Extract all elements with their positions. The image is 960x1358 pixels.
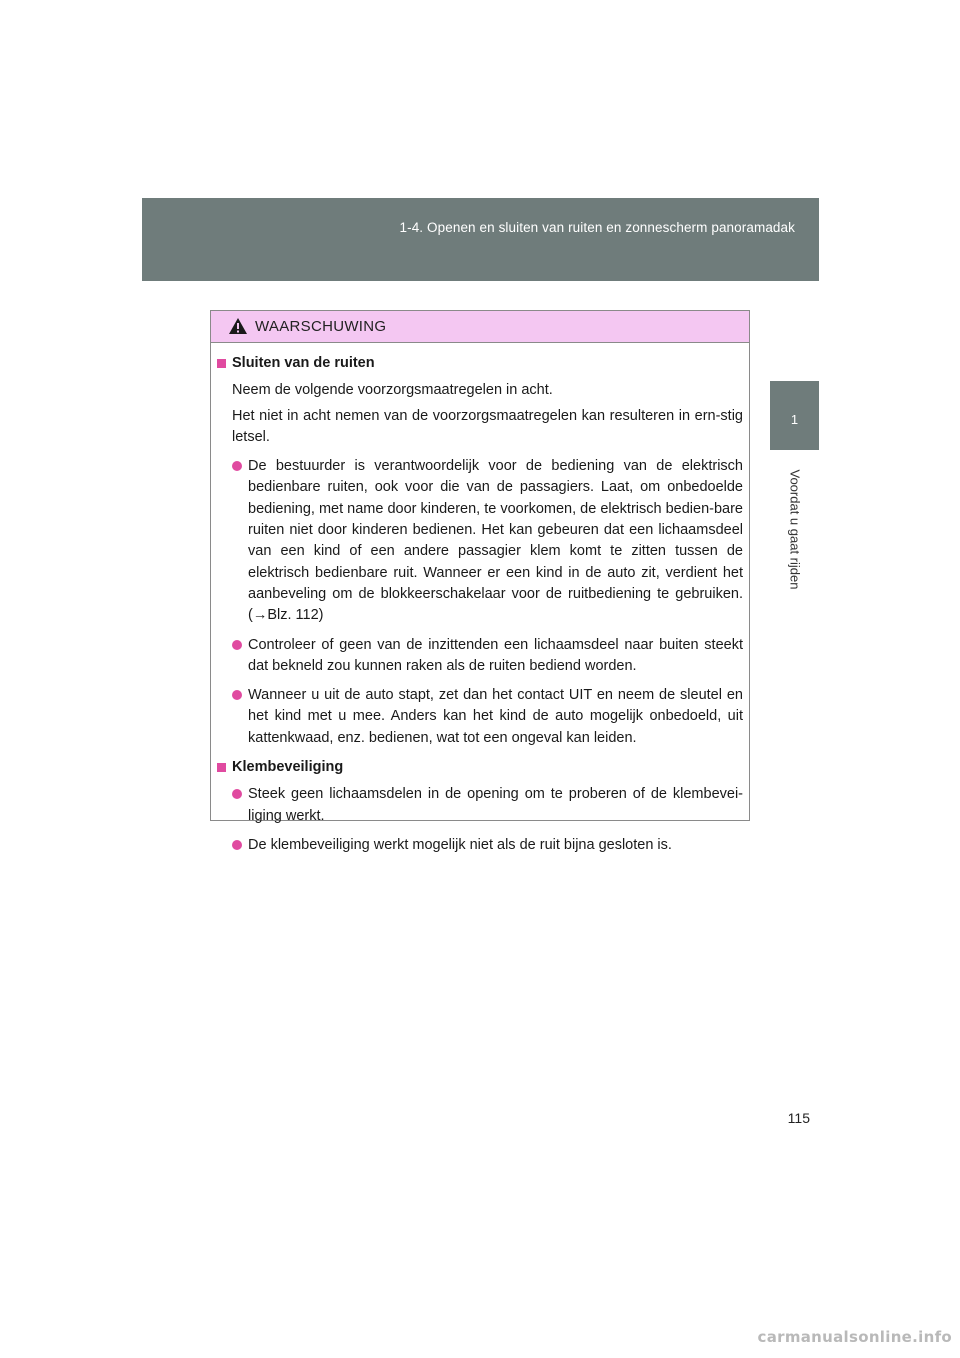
chapter-side-title [785,462,805,602]
intro-line-2: Het niet in acht nemen van de voorzorgsmaatregelen kan resulteren in ern-stig letsel. [232,407,743,445]
square-bullet-icon [217,763,226,772]
round-bullet-icon [232,840,242,850]
watermark-logo[interactable]: carmanualsonline.info [757,1328,952,1346]
section-heading-pinch-protection: Klembeveiliging [216,757,743,778]
intro-line-1: Neem de volgende voorzorgsmaatregelen in acht. [232,382,553,399]
square-bullet-icon [217,359,226,368]
section-heading-closing-windows: Sluiten van de ruiten [216,353,743,374]
chapter-header-band [142,198,819,281]
round-bullet-icon [232,640,242,650]
warning-header [211,311,749,343]
round-bullet-icon [232,789,242,799]
chapter-number: 1 [790,412,799,427]
round-bullet-icon [232,461,242,471]
list-item: De bestuurder is verantwoordelijk voor de bediening van de elektrisch bedienbare ruiten, ook voor die van de passagiers. Laat, om onbedoelde bediening, met name door kinderen, te voorkomen, de elektrisch bedien-bare ruiten niet door kinderen bedienen. Het kan gebeuren dat een lichaamsdeel van een kind of een andere passagier klem komt te zitten tussen de elektrisch bedienbare ruit. Wanneer er een kind in de auto zit, verdient het aanbeveling om de blokkeerschakelaar voor de ruitbediening te gebruiken. (→Blz. 112) [232,456,743,626]
list-item: Steek geen lichaamsdelen in de opening om te proberen of de klembevei-liging werkt. [232,784,743,827]
list-item: Wanneer u uit de auto stapt, zet dan het contact UIT en neem de sleutel en het kind met u mee. Anders kan het kind de auto mogelijk onbedoeld, uit kattenkwaad, enz. bedienen, wat tot een ongeval kan leiden. [232,685,743,749]
warning-triangle-icon [228,317,248,335]
page-number: 115 [787,1110,810,1126]
list-item: De klembeveiliging werkt mogelijk niet als de ruit bijna gesloten is. [232,835,743,856]
chapter-header-title: 1-4. Openen en sluiten van ruiten en zonnescherm panoramadak [399,220,795,235]
warning-title: WAARSCHUWING [255,318,387,335]
warning-body [211,343,749,856]
chapter-side-tab [770,381,819,450]
list-item: Controleer of geen van de inzittenden een lichaamsdeel naar buiten steekt dat bekneld zou kunnen raken als de ruiten bediend worden. [232,635,743,678]
chapter-side-title-text: Voordat u gaat rijden [787,469,803,590]
warning-box [210,310,750,853]
round-bullet-icon [232,690,242,700]
